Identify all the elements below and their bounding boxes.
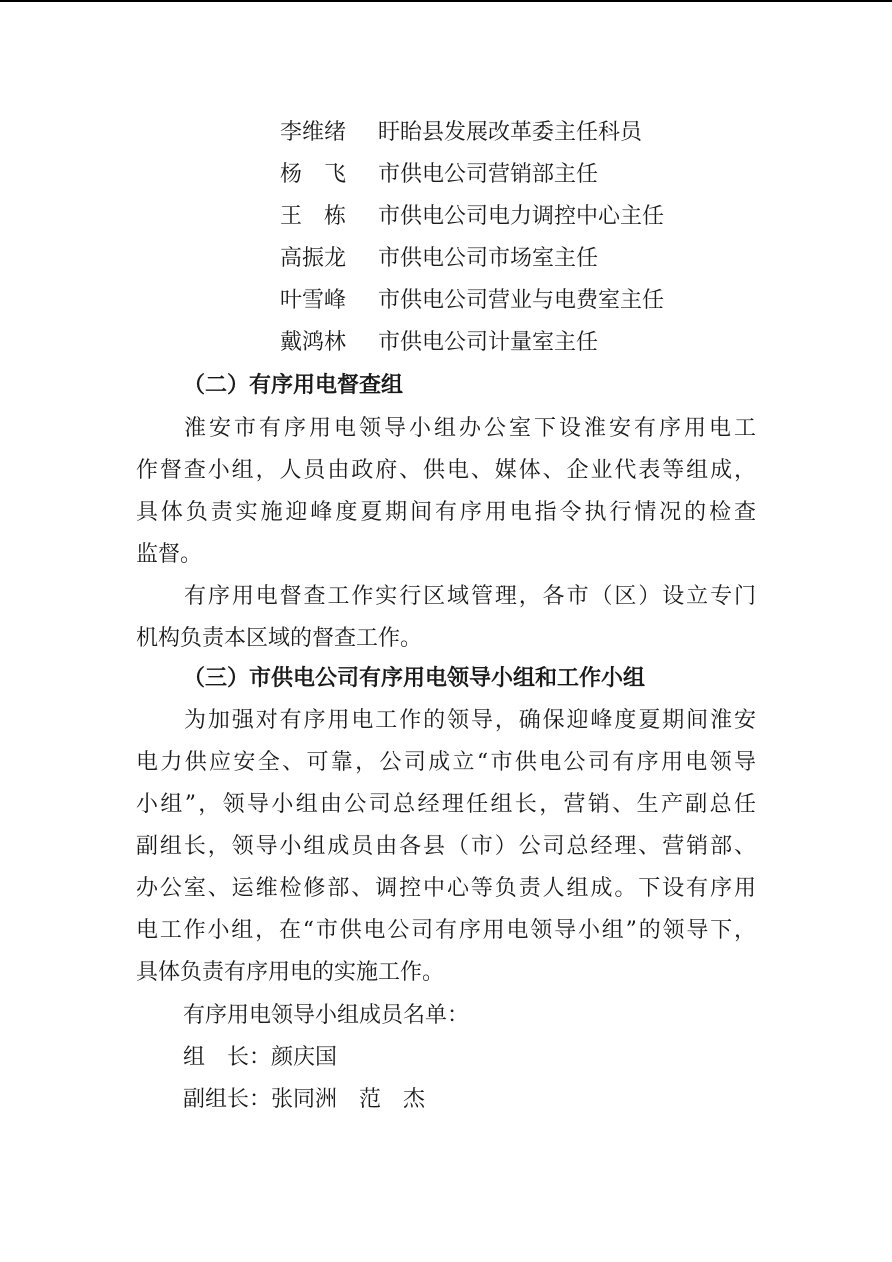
- member-row: [280, 323, 598, 363]
- member-name: 叶雪峰: [280, 288, 347, 313]
- paragraph-line: 作督查小组，人员由政府、供电、媒体、企业代表等组成，: [136, 458, 756, 483]
- member-list-title: 有序用电领导小组成员名单：: [183, 1003, 470, 1028]
- paragraph-line: 为加强对有序用电工作的领导，确保迎峰度夏期间淮安: [184, 708, 756, 733]
- paragraph-line: 电工作小组，在“市供电公司有序用电领导小组”的领导下，: [136, 918, 756, 943]
- member-name: 杨 飞: [280, 162, 347, 187]
- paragraph-leadership-group: [136, 700, 756, 994]
- member-title: 市供电公司营业与电费室主任: [378, 288, 665, 313]
- member-row: [280, 155, 598, 195]
- paragraph-line: 机构负责本区域的督查工作。: [136, 626, 423, 651]
- member-title: 市供电公司营销部主任: [378, 162, 599, 187]
- paragraph-line: 淮安市有序用电领导小组办公室下设淮安有序用电工: [184, 416, 756, 441]
- section-heading-supervision: （二）有序用电督查组: [183, 372, 404, 398]
- paragraph-line: 小组”，领导小组由公司总经理任组长，营销、生产副总任: [136, 792, 756, 817]
- member-name: 高振龙: [280, 246, 347, 271]
- paragraph-line: 电力供应安全、可靠，公司成立“市供电公司有序用电领导: [136, 750, 756, 775]
- paragraph-line: 具体负责有序用电的实施工作。: [136, 960, 445, 985]
- deputy-leaders: 副组长：张同洲 范 杰: [183, 1087, 426, 1112]
- member-name: 李维绪: [280, 120, 347, 145]
- group-leader: 组 长：颜庆国: [183, 1045, 338, 1070]
- paragraph-line: 监督。: [136, 542, 203, 567]
- member-title: 市供电公司市场室主任: [378, 246, 599, 271]
- member-title: 市供电公司计量室主任: [378, 330, 599, 355]
- paragraph-line: 副组长，领导小组成员由各县（市）公司总经理、营销部、: [136, 834, 756, 859]
- paragraph-line: 有序用电督查工作实行区域管理，各市（区）设立专门: [184, 584, 756, 609]
- member-row: [280, 239, 598, 279]
- member-row: [280, 281, 664, 321]
- paragraph-line: 具体负责实施迎峰度夏期间有序用电指令执行情况的检查: [136, 500, 756, 525]
- member-row: [280, 113, 642, 153]
- member-row: [280, 197, 664, 237]
- paragraph-regional-management: [136, 576, 756, 660]
- member-name: 王 栋: [280, 204, 347, 229]
- member-title: 盱眙县发展改革委主任科员: [378, 120, 643, 145]
- member-name: 戴鸿林: [280, 330, 347, 355]
- paragraph-line: 办公室、运维检修部、调控中心等负责人组成。下设有序用: [136, 876, 756, 901]
- member-title: 市供电公司电力调控中心主任: [378, 204, 665, 229]
- paragraph-supervision-group: [136, 408, 756, 576]
- section-heading-leadership: （三）市供电公司有序用电领导小组和工作小组: [183, 665, 646, 691]
